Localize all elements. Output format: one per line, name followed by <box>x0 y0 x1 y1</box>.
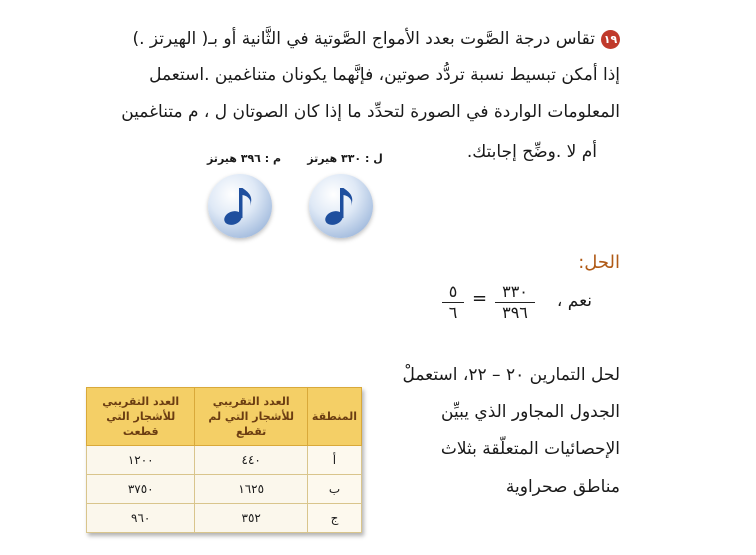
question-number-badge: ١٩ <box>601 30 620 49</box>
music-note-icon <box>309 174 373 238</box>
table-header-row <box>87 388 362 446</box>
solution-heading: الحل: <box>578 252 620 273</box>
music-note-icon <box>208 174 272 238</box>
cell-region: ج <box>307 504 361 533</box>
fraction-5-6 <box>442 283 464 322</box>
question-line-4: أم لا .وضِّح إجابتك. <box>466 142 597 162</box>
cell-region: أ <box>307 446 361 475</box>
table-row <box>87 446 362 475</box>
deserts-trees-table <box>86 387 362 533</box>
question-line-1 <box>132 28 620 50</box>
fraction-330-396 <box>495 283 535 322</box>
note-l-label: ل : ٣٣٠ هيرتز <box>307 152 383 165</box>
exercise-line-3: الإحصائيات المتعلّقة بثلاث <box>440 439 620 459</box>
fraction-numerator: ٣٣٠ <box>502 282 528 301</box>
table-row <box>87 504 362 533</box>
note-m <box>204 152 284 242</box>
fraction-denominator: ٣٩٦ <box>502 303 528 322</box>
fraction-denominator: ٦ <box>448 303 458 322</box>
note-m-label: م : ٣٩٦ هيرتز <box>206 152 282 165</box>
solution-answer: نعم ، <box>556 291 592 311</box>
exercise-line-4: مناطق صحراوية <box>505 477 620 497</box>
fraction-numerator: ٥ <box>448 282 458 301</box>
note-l <box>305 152 385 242</box>
cell-cut: ٩٦٠ <box>87 504 195 533</box>
question-line-2: إذا أمكن تبسيط نسبة تردُّد صوتين، فإنَّهما يكونان متناغمين .استعمل <box>149 65 620 85</box>
header-trees-cut: العدد التقريبي للأشجار التي قطعت <box>87 388 195 446</box>
cell-cut: ٣٧٥٠ <box>87 475 195 504</box>
exercise-line-1: لحل التمارين ٢٠ – ٢٢، استعملْ <box>402 365 620 385</box>
header-trees-not-cut: العدد التقريبي للأشجار التي لم تقطع <box>195 388 308 446</box>
header-region: المنطقة <box>307 388 361 446</box>
cell-cut: ١٢٠٠ <box>87 446 195 475</box>
question-text-1: تقاس درجة الصَّوت بعدد الأمواج الصَّوتية في الثَّانية أو بـ( الهيرتز .) <box>132 29 595 49</box>
cell-region: ب <box>307 475 361 504</box>
cell-not-cut: ٤٤٠ <box>195 446 308 475</box>
cell-not-cut: ١٦٢٥ <box>195 475 308 504</box>
cell-not-cut: ٣٥٢ <box>195 504 308 533</box>
question-line-3: المعلومات الواردة في الصورة لتحدِّد ما إذا كان الصوتان ل ، م متناغمين <box>121 102 620 122</box>
table-row <box>87 475 362 504</box>
equals-sign: = <box>472 288 488 309</box>
exercise-line-2: الجدول المجاور الذي يبيِّن <box>441 402 620 422</box>
